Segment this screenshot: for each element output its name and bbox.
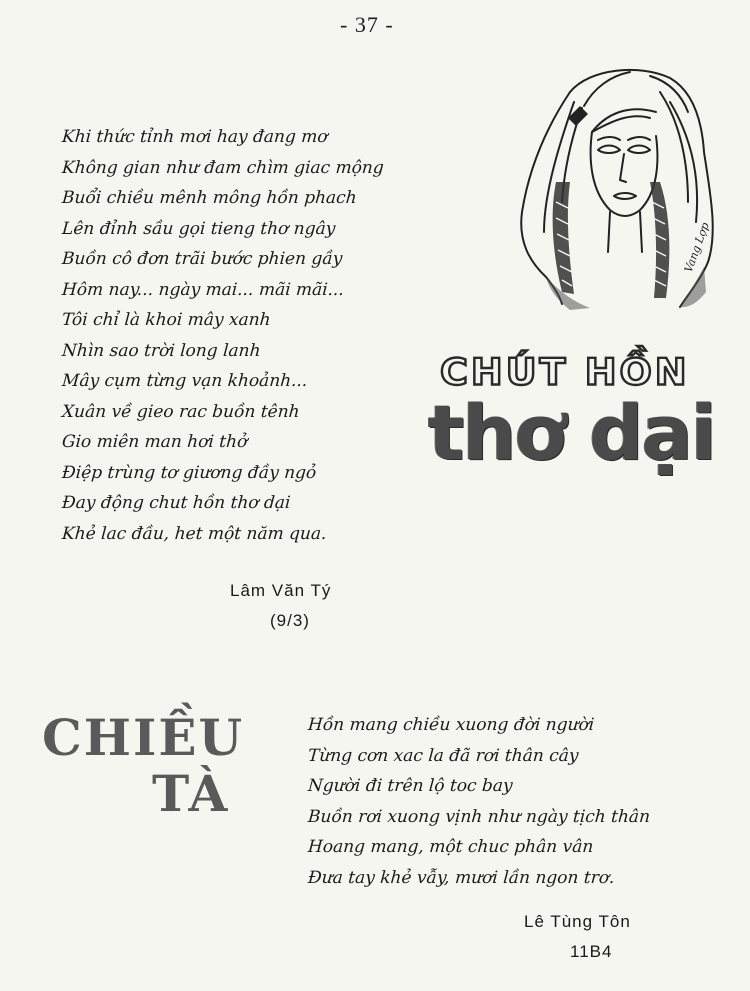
poem1-line: Nhìn sao trời long lanh bbox=[61, 340, 262, 361]
poem1-title-bottom: thơ dại bbox=[428, 388, 715, 477]
poem1-line: Xuân về gieo rac buồn tênh bbox=[61, 401, 301, 422]
poem2-line: Từng cơn xac la đã rơi thân cây bbox=[307, 745, 580, 766]
poem2-class: 11B4 bbox=[570, 942, 613, 961]
poem1-body bbox=[62, 122, 384, 549]
poem1-line: Đay động chut hồn thơ dại bbox=[61, 493, 292, 513]
poem1-line: Không gian như đam chìm giac mộng bbox=[61, 157, 385, 178]
poem1-line: Gio miên man hơi thở bbox=[61, 432, 248, 452]
poem1-line: Hôm nay... ngày mai... mãi mãi... bbox=[61, 279, 345, 300]
poem2-line: Buồn rơi xuong vịnh như ngày tịch thân bbox=[307, 806, 651, 827]
poem2-line: Đưa tay khẻ vẫy, mươi lần ngon trơ. bbox=[307, 867, 616, 888]
poem1-line: Tôi chỉ là khoi mây xanh bbox=[61, 310, 272, 330]
poem1-line: Lên đỉnh sầu gọi tieng thơ ngây bbox=[61, 218, 337, 239]
poem1-line: Khẻ lac đầu, het một năm qua. bbox=[61, 523, 328, 544]
poem2-author: Lê Tùng Tôn bbox=[524, 912, 631, 931]
poem1-author: Lâm Văn Tý bbox=[230, 581, 332, 600]
illustration-signature: Vang Lợp bbox=[681, 220, 712, 275]
poem1-line: Khi thức tỉnh mơi hay đang mơ bbox=[61, 127, 329, 147]
poem1-title-top: CHÚT HỒN bbox=[440, 351, 690, 393]
poem1-line: Buồn cô đơn trãi bước phien gầy bbox=[61, 249, 344, 269]
poem2-title-bottom: TÀ bbox=[152, 764, 230, 823]
poem2-body bbox=[308, 710, 650, 893]
poem2-line: Người đi trên lộ toc bay bbox=[307, 776, 514, 796]
girl-portrait-icon bbox=[510, 62, 722, 312]
poem1-class: (9/3) bbox=[270, 611, 310, 630]
poem1-line: Mây cụm từng vạn khoảnh... bbox=[61, 371, 309, 391]
poem1-line: Điệp trùng tơ giương đầy ngỏ bbox=[61, 462, 317, 483]
poem2-title-top: CHIỀU bbox=[42, 708, 245, 767]
poem2-line: Hoang mang, một chuc phân vân bbox=[307, 837, 594, 857]
poem1-line: Buổi chiều mênh mông hồn phach bbox=[61, 188, 358, 208]
poem2-line: Hồn mang chiều xuong đời người bbox=[307, 715, 595, 735]
page-number: - 37 - bbox=[340, 12, 394, 37]
